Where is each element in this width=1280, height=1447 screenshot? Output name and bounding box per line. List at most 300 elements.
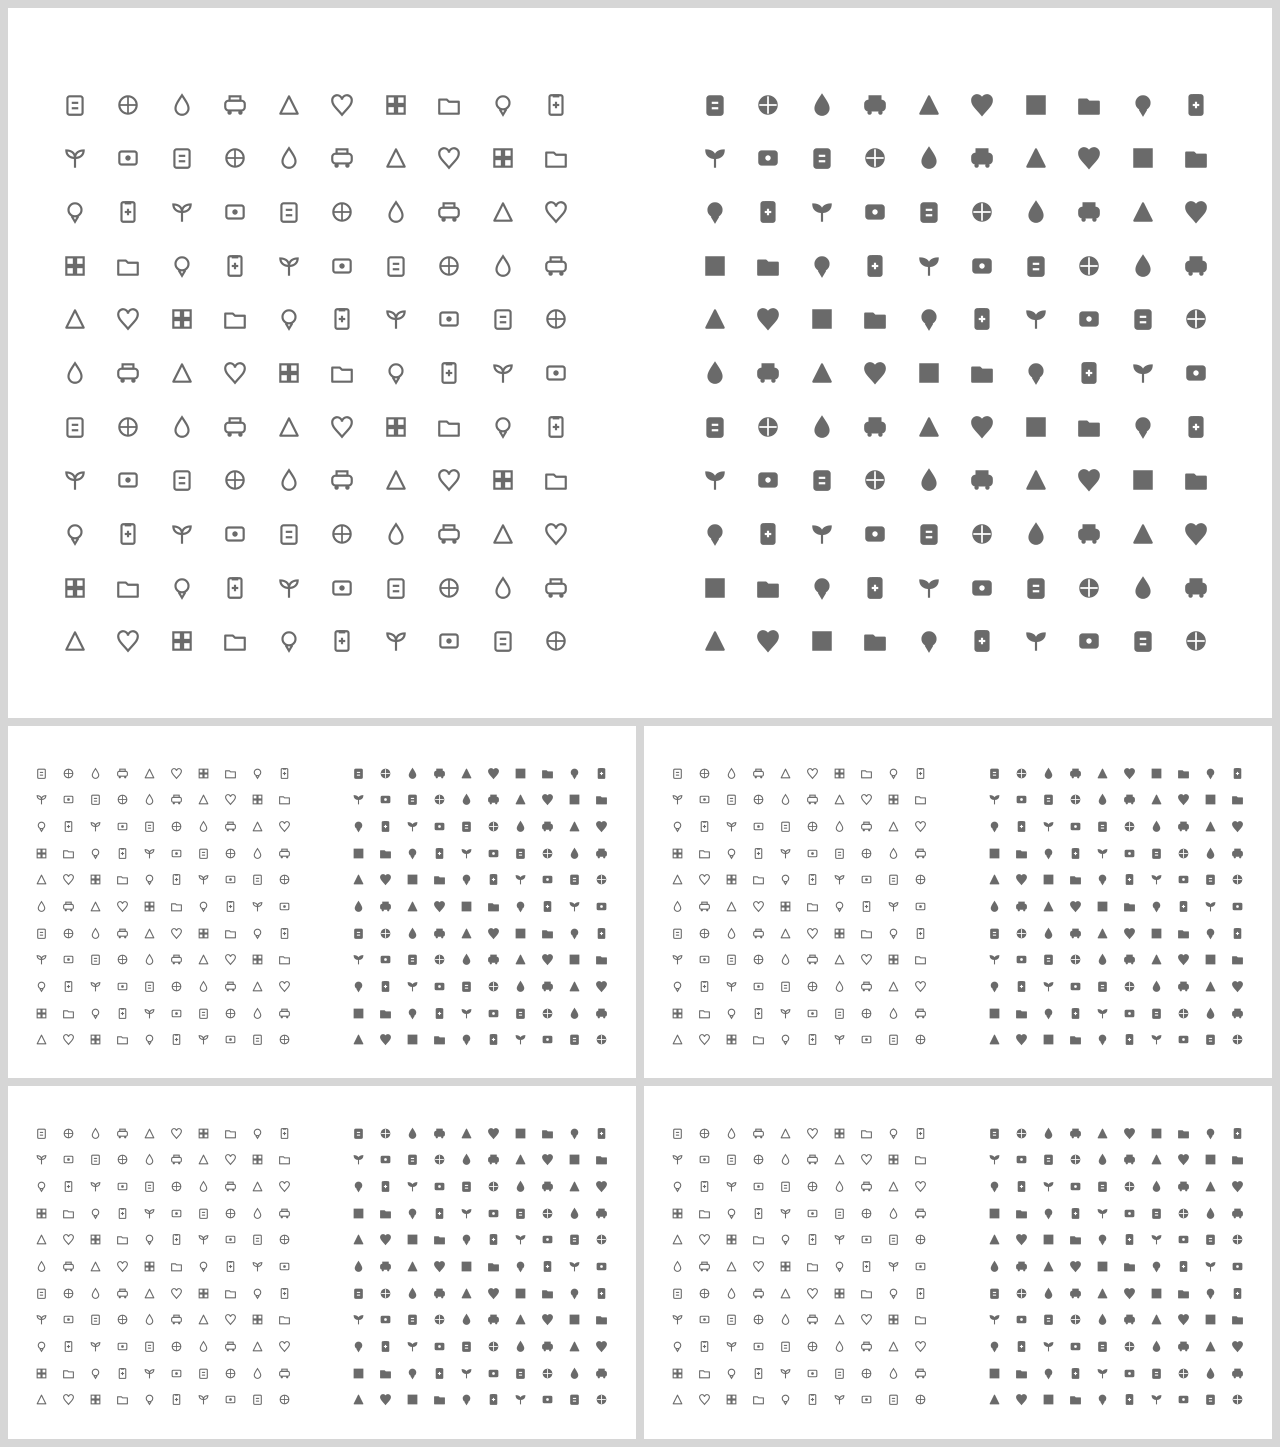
- icon-cell: [399, 1120, 426, 1147]
- icon-cell: [136, 1200, 163, 1227]
- icon-cell: [534, 1333, 561, 1360]
- medicine-bottle-icon: [1069, 1260, 1082, 1273]
- icon-cell: [1035, 1306, 1062, 1333]
- paint-roller-icon: [278, 1393, 291, 1406]
- icon-cell: [1197, 1333, 1224, 1360]
- resize-document-icon: [969, 575, 995, 601]
- sofa-icon: [352, 847, 365, 860]
- folder-add-icon: [833, 1007, 846, 1020]
- icon-cell: [1035, 973, 1062, 1000]
- gun-icon: [916, 306, 942, 332]
- icon-cell: [799, 813, 826, 840]
- car-icon: [433, 1180, 446, 1193]
- scooter-icon: [698, 1180, 711, 1193]
- icon-cell: [399, 1200, 426, 1227]
- armchair-icon: [487, 847, 500, 860]
- book-open-icon: [62, 1007, 75, 1020]
- tank-icon: [514, 873, 527, 886]
- zip-file-icon: [251, 1393, 264, 1406]
- icon-cell: [28, 1120, 55, 1147]
- icon-cell: [853, 787, 880, 814]
- icon-cell: [664, 1000, 691, 1027]
- tshirt-icon: [702, 467, 728, 493]
- car-icon: [116, 820, 129, 833]
- factory-plant-icon: [1231, 767, 1244, 780]
- solid-icon-grid: [981, 760, 1251, 1053]
- hand-document-icon: [143, 1007, 156, 1020]
- stroller-icon: [116, 1340, 129, 1353]
- taxi-icon: [406, 1180, 419, 1193]
- steak-icon: [62, 1287, 75, 1300]
- icon-cell: [853, 1253, 880, 1280]
- rifle-icon: [436, 306, 462, 332]
- volleyball-icon: [1023, 145, 1049, 171]
- faucet-icon: [89, 767, 102, 780]
- icon-cell: [826, 1000, 853, 1027]
- pacman-icon: [1177, 1313, 1190, 1326]
- dumbbell-icon: [725, 1153, 738, 1166]
- resize-document-icon: [170, 1007, 183, 1020]
- fire-extinguisher-icon: [490, 306, 516, 332]
- icon-cell: [1089, 1000, 1116, 1027]
- icon-cell: [1063, 346, 1117, 400]
- burger-icon: [595, 900, 608, 913]
- taxi-icon: [725, 820, 738, 833]
- icon-cell: [271, 1026, 298, 1053]
- building-icon: [170, 900, 183, 913]
- folder-icon: [169, 575, 195, 601]
- icon-cell: [561, 946, 588, 973]
- lamp-icon: [698, 873, 711, 886]
- icon-cell: [534, 1200, 561, 1227]
- constellation-icon: [543, 199, 569, 225]
- icon-cell: [423, 239, 477, 293]
- icon-cell: [136, 760, 163, 787]
- paint-roller-icon: [1183, 628, 1209, 654]
- soccer-field-icon: [460, 793, 473, 806]
- icon-cell: [880, 946, 907, 973]
- icon-cell: [271, 1147, 298, 1174]
- taxi-icon: [809, 199, 835, 225]
- ghost-icon: [490, 467, 516, 493]
- eco-car-icon: [1204, 1127, 1217, 1140]
- hot-air-balloon-icon: [436, 145, 462, 171]
- hand-document-icon: [1096, 1367, 1109, 1380]
- arrow-target-icon: [352, 1340, 365, 1353]
- arrow-target-icon: [352, 980, 365, 993]
- icon-cell: [772, 1120, 799, 1147]
- document-icon: [1150, 980, 1163, 993]
- icon-cell: [880, 787, 907, 814]
- gun-icon: [143, 873, 156, 886]
- icon-cell: [795, 293, 849, 347]
- icon-cell: [1143, 1227, 1170, 1254]
- heart-target-icon: [115, 521, 141, 547]
- icon-cell: [82, 1147, 109, 1174]
- notepad-icon: [514, 1393, 527, 1406]
- notepad-icon: [833, 1393, 846, 1406]
- icon-cell: [480, 813, 507, 840]
- sofa-icon: [35, 1207, 48, 1220]
- icon-cell: [1170, 760, 1197, 787]
- icon-cell: [55, 1386, 82, 1413]
- heartbeat-icon: [595, 1233, 608, 1246]
- paint-roller-icon: [914, 1033, 927, 1046]
- cake-icon: [251, 927, 264, 940]
- resize-document-icon: [806, 1367, 819, 1380]
- bakery-icon: [406, 927, 419, 940]
- icon-cell: [1170, 185, 1224, 239]
- faucet-icon: [406, 767, 419, 780]
- toaster-icon: [833, 1260, 846, 1273]
- book-open-icon: [379, 1007, 392, 1020]
- toaster-icon: [197, 1260, 210, 1273]
- clipboard-delete-icon: [487, 1033, 500, 1046]
- bamboo-icon: [115, 92, 141, 118]
- icon-cell: [691, 840, 718, 867]
- helicopter-icon: [251, 1153, 264, 1166]
- cutlery-icon: [251, 900, 264, 913]
- icon-cell: [109, 920, 136, 947]
- sofa-icon: [988, 847, 1001, 860]
- folder-delete-icon: [251, 1007, 264, 1020]
- first-aid-icon: [379, 900, 392, 913]
- medicine-bottle-icon: [752, 1260, 765, 1273]
- icon-cell: [1116, 1227, 1143, 1254]
- notepad-icon: [383, 628, 409, 654]
- document-icon: [197, 980, 210, 993]
- icon-cell: [155, 561, 209, 615]
- helicopter-icon: [887, 1153, 900, 1166]
- icon-cell: [369, 185, 423, 239]
- alien-icon: [514, 1180, 527, 1193]
- bomb-icon: [969, 306, 995, 332]
- icon-cell: [1089, 1200, 1116, 1227]
- eco-car-icon: [490, 92, 516, 118]
- icon-cell: [316, 614, 370, 668]
- gun-icon: [276, 306, 302, 332]
- carousel-icon: [460, 953, 473, 966]
- icon-cell: [109, 1147, 136, 1174]
- icon-cell: [426, 1253, 453, 1280]
- plant-pot-icon: [487, 1127, 500, 1140]
- icon-cell: [1116, 614, 1170, 668]
- icon-cell: [507, 867, 534, 894]
- icon-cell: [588, 920, 615, 947]
- icon-cell: [588, 1253, 615, 1280]
- potted-flower-icon: [197, 767, 210, 780]
- volleyball-icon: [514, 793, 527, 806]
- car-icon: [862, 199, 888, 225]
- icon-cell: [907, 1200, 934, 1227]
- icon-cell: [109, 1386, 136, 1413]
- soccer-field-icon: [460, 1153, 473, 1166]
- icon-cell: [507, 1227, 534, 1254]
- icon-cell: [981, 1120, 1008, 1147]
- cocktail-icon: [860, 900, 873, 913]
- baby-icon: [806, 1340, 819, 1353]
- icon-cell: [530, 78, 584, 132]
- icon-cell: [907, 1227, 934, 1254]
- cutlery-icon: [1130, 360, 1156, 386]
- potted-flower-icon: [833, 1127, 846, 1140]
- icon-cell: [271, 1253, 298, 1280]
- icon-cell: [588, 1306, 615, 1333]
- icon-cell: [1143, 920, 1170, 947]
- airplane-icon: [1231, 793, 1244, 806]
- icon-cell: [1009, 507, 1063, 561]
- icon-cell: [718, 1306, 745, 1333]
- icon-cell: [55, 1280, 82, 1307]
- plant-pot-icon: [1123, 1127, 1136, 1140]
- faucet-icon: [1042, 1127, 1055, 1140]
- icon-cell: [369, 346, 423, 400]
- constellation-icon: [1183, 199, 1209, 225]
- toilet-icon: [89, 847, 102, 860]
- field-sun-icon: [541, 767, 554, 780]
- water-drop-icon: [116, 1127, 129, 1140]
- toilet-icon: [725, 847, 738, 860]
- icon-cell: [262, 185, 316, 239]
- icon-cell: [853, 1173, 880, 1200]
- icon-cell: [588, 1173, 615, 1200]
- icon-cell: [826, 1306, 853, 1333]
- constellation-icon: [595, 820, 608, 833]
- icon-cell: [82, 1173, 109, 1200]
- icon-cell: [136, 787, 163, 814]
- clipboard-add-icon: [433, 1393, 446, 1406]
- icon-cell: [163, 1147, 190, 1174]
- icon-cell: [772, 1147, 799, 1174]
- stroller-icon: [433, 1340, 446, 1353]
- heart-target-icon: [698, 980, 711, 993]
- icon-cell: [1224, 1000, 1251, 1027]
- sprout-icon: [35, 767, 48, 780]
- tools-icon: [1069, 1233, 1082, 1246]
- monitor-chart-icon: [916, 360, 942, 386]
- icon-cell: [853, 1333, 880, 1360]
- armchair-icon: [170, 1207, 183, 1220]
- icon-cell: [372, 867, 399, 894]
- tree-icon: [62, 847, 75, 860]
- icon-cell: [1063, 132, 1117, 186]
- icon-cell: [1143, 1200, 1170, 1227]
- steak-icon: [115, 414, 141, 440]
- icon-cell: [530, 239, 584, 293]
- icon-cell: [244, 920, 271, 947]
- icon-cell: [1170, 1280, 1197, 1307]
- icon-cell: [1197, 760, 1224, 787]
- stroller-icon: [116, 980, 129, 993]
- medical-clipboard-icon: [725, 900, 738, 913]
- icon-cell: [880, 1200, 907, 1227]
- stroller-icon: [752, 980, 765, 993]
- icon-cell: [1224, 1386, 1251, 1413]
- icon-cell: [795, 132, 849, 186]
- icon-cell: [853, 973, 880, 1000]
- icon-cell: [1224, 893, 1251, 920]
- heart-target-icon: [62, 1340, 75, 1353]
- umbrella-table-icon: [806, 953, 819, 966]
- checklist-icon: [89, 1393, 102, 1406]
- tshirt-icon: [671, 1313, 684, 1326]
- files-stack-icon: [352, 1007, 365, 1020]
- clipboard-icon: [779, 1393, 792, 1406]
- icon-cell: [742, 561, 796, 615]
- icon-cell: [217, 1386, 244, 1413]
- icon-cell: [399, 920, 426, 947]
- icon-cell: [136, 1120, 163, 1147]
- eco-car-icon: [251, 767, 264, 780]
- bowling-icon: [487, 793, 500, 806]
- hot-air-balloon-icon: [860, 1153, 873, 1166]
- hot-air-balloon-icon: [1177, 1153, 1190, 1166]
- icon-cell: [1035, 760, 1062, 787]
- eco-car-icon: [1204, 767, 1217, 780]
- icon-cell: [244, 1280, 271, 1307]
- faucet-icon: [809, 92, 835, 118]
- icon-cell: [907, 1147, 934, 1174]
- icon-cell: [981, 920, 1008, 947]
- icon-cell: [826, 1120, 853, 1147]
- field-sun-icon: [1076, 92, 1102, 118]
- icon-cell: [907, 1333, 934, 1360]
- first-aid-icon: [698, 1260, 711, 1273]
- pdf-file-icon: [62, 1393, 75, 1406]
- ambulance-icon: [988, 1260, 1001, 1273]
- tank-top-icon: [406, 953, 419, 966]
- armchair-icon: [806, 1207, 819, 1220]
- icon-cell: [849, 346, 903, 400]
- planet-icon: [1177, 1180, 1190, 1193]
- icon-cell: [1116, 453, 1170, 507]
- clipboard-add-icon: [752, 1033, 765, 1046]
- sword-icon: [406, 1233, 419, 1246]
- icon-cell: [1224, 867, 1251, 894]
- building-icon: [806, 900, 819, 913]
- tree-icon: [379, 847, 392, 860]
- clipboard-delete-icon: [170, 1033, 183, 1046]
- icon-cell: [244, 1386, 271, 1413]
- icon-cell: [1224, 787, 1251, 814]
- icon-cell: [772, 893, 799, 920]
- icon-cell: [718, 1026, 745, 1053]
- folder-add-icon: [383, 575, 409, 601]
- lamp-icon: [115, 306, 141, 332]
- icon-cell: [853, 1227, 880, 1254]
- coffee-press-icon: [860, 1287, 873, 1300]
- icon-cell: [217, 893, 244, 920]
- helicopter-icon: [251, 793, 264, 806]
- document-text-icon: [1076, 521, 1102, 547]
- icon-cell: [853, 920, 880, 947]
- plant-pot-icon: [170, 1127, 183, 1140]
- clipboard-icon: [460, 1393, 473, 1406]
- tshirt-icon: [988, 1313, 1001, 1326]
- icon-cell: [772, 1173, 799, 1200]
- folder-add-icon: [197, 1007, 210, 1020]
- icon-cell: [82, 1253, 109, 1280]
- medical-clipboard-icon: [725, 1260, 738, 1273]
- icon-cell: [1089, 1333, 1116, 1360]
- bamboo-icon: [755, 92, 781, 118]
- icon-cell: [1170, 787, 1197, 814]
- icon-cell: [55, 1227, 82, 1254]
- icon-cell: [372, 813, 399, 840]
- medicine-bottle-icon: [433, 1260, 446, 1273]
- icon-cell: [1197, 867, 1224, 894]
- icon-cell: [271, 840, 298, 867]
- recycle-battery-icon: [62, 1153, 75, 1166]
- folder-icon: [725, 1007, 738, 1020]
- icon-cell: [691, 893, 718, 920]
- underwear-icon: [379, 953, 392, 966]
- icon-cell: [244, 1026, 271, 1053]
- icon-cell: [244, 1360, 271, 1387]
- icon-cell: [136, 1306, 163, 1333]
- folder-delete-icon: [251, 1367, 264, 1380]
- icon-cell: [190, 1386, 217, 1413]
- icon-cell: [345, 973, 372, 1000]
- icon-cell: [853, 1386, 880, 1413]
- files-stack-icon: [702, 575, 728, 601]
- folder-delete-icon: [568, 1367, 581, 1380]
- armchair-icon: [329, 253, 355, 279]
- planet-icon: [541, 820, 554, 833]
- icon-cell: [1170, 893, 1197, 920]
- satellite-icon: [170, 820, 183, 833]
- toaster-icon: [1023, 360, 1049, 386]
- pacman-icon: [224, 1313, 237, 1326]
- checklist-icon: [809, 628, 835, 654]
- icon-cell: [745, 1306, 772, 1333]
- grid-apps-icon: [862, 575, 888, 601]
- document-flag-icon: [887, 980, 900, 993]
- icon-cell: [316, 400, 370, 454]
- icon-cell: [664, 1306, 691, 1333]
- toaster-icon: [383, 360, 409, 386]
- tools-icon: [116, 1233, 129, 1246]
- icon-cell: [1035, 893, 1062, 920]
- documents-copy-icon: [1231, 1340, 1244, 1353]
- icon-cell: [163, 1386, 190, 1413]
- icon-cell: [1197, 1306, 1224, 1333]
- taxi-icon: [1042, 820, 1055, 833]
- document-flag-icon: [1204, 1340, 1217, 1353]
- icon-cell: [217, 1147, 244, 1174]
- icon-cell: [826, 840, 853, 867]
- icon-cell: [1170, 1147, 1197, 1174]
- icon-cell: [480, 1386, 507, 1413]
- icon-cell: [369, 239, 423, 293]
- soccer-field-icon: [916, 145, 942, 171]
- family-icon: [725, 980, 738, 993]
- icon-cell: [136, 1227, 163, 1254]
- dumbbell-icon: [89, 793, 102, 806]
- tools-icon: [116, 873, 129, 886]
- icon-cell: [826, 1026, 853, 1053]
- icon-cell: [217, 973, 244, 1000]
- umbrella-icon: [988, 873, 1001, 886]
- hot-air-balloon-icon: [541, 793, 554, 806]
- fire-extinguisher-icon: [251, 1233, 264, 1246]
- solid-icon-grid: [688, 78, 1223, 668]
- icon-cell: [853, 893, 880, 920]
- cutlery-icon: [1204, 900, 1217, 913]
- document-icon: [197, 1340, 210, 1353]
- chef-hat-icon: [460, 1287, 473, 1300]
- icon-cell: [399, 1333, 426, 1360]
